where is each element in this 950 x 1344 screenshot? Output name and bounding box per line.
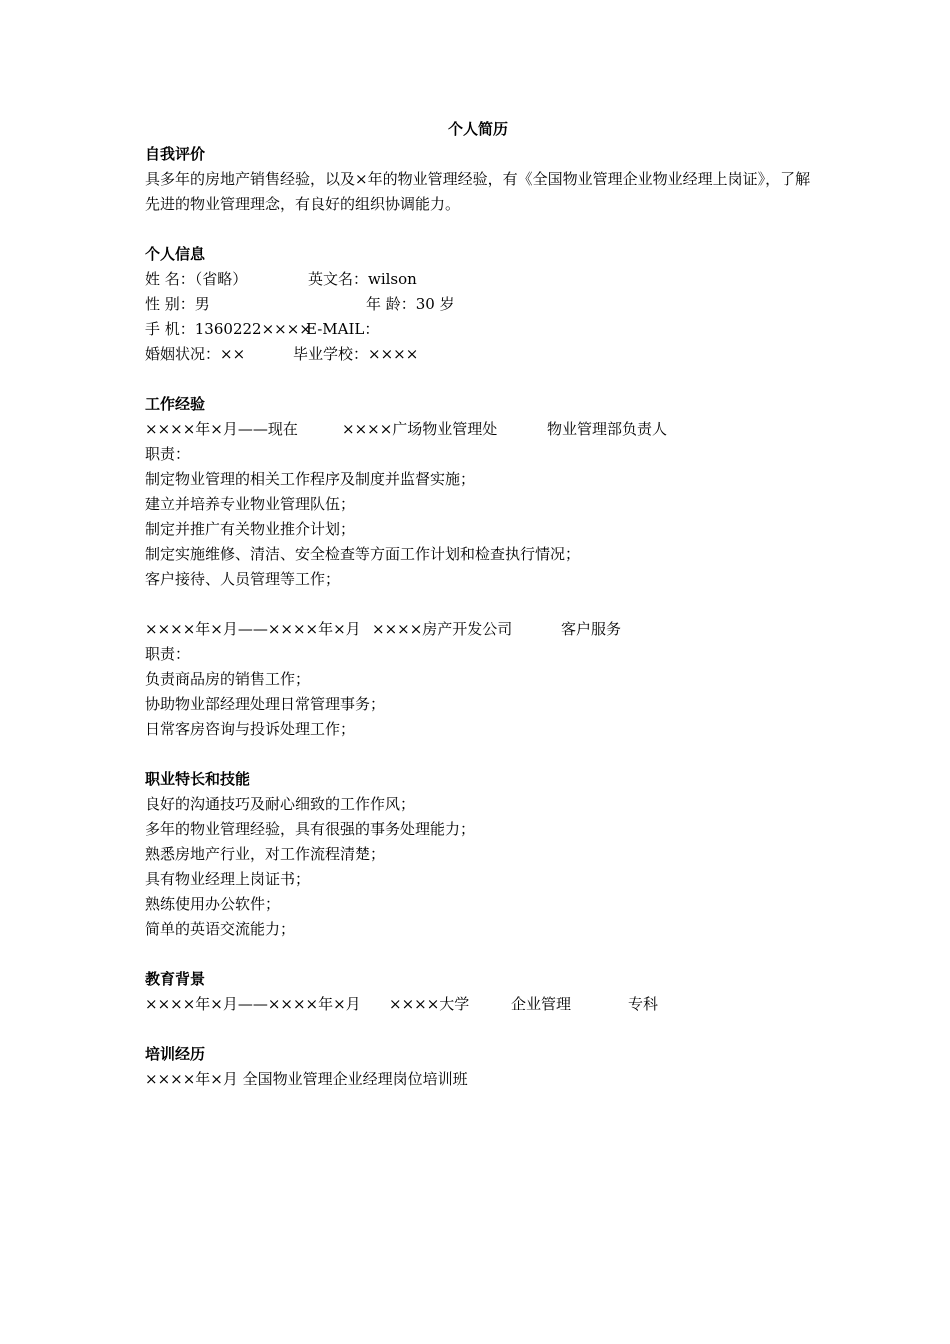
- school-field: 毕业学校：××××: [293, 345, 419, 363]
- duty-item: 制定实施维修、清洁、安全检查等方面工作计划和检查执行情况；: [145, 545, 581, 563]
- marital-field: 婚姻状况：××: [145, 345, 246, 363]
- spacer: [145, 942, 815, 967]
- education-period: ××××年×月——××××年×月: [145, 995, 361, 1013]
- work-heading: 工作经验: [145, 395, 206, 413]
- job-period: ××××年×月——××××年×月: [145, 620, 361, 638]
- job-position: 物业管理部负责人: [547, 420, 668, 438]
- spacer: [145, 592, 815, 617]
- duty-item: 建立并培养专业物业管理队伍；: [145, 495, 356, 513]
- skill-item: 简单的英语交流能力；: [145, 920, 296, 938]
- skill-item: 多年的物业管理经验，具有很强的事务处理能力；: [145, 820, 476, 838]
- document-title: 个人简历: [447, 120, 508, 138]
- job-company: ××××房产开发公司: [372, 620, 513, 638]
- education-heading: 教育背景: [145, 970, 206, 988]
- self-eval-heading: 自我评价: [145, 145, 206, 163]
- job-company: ××××广场物业管理处: [342, 420, 498, 438]
- personal-row-contact: [145, 317, 815, 342]
- training-heading: 培训经历: [145, 1045, 206, 1063]
- self-eval-text: 具多年的房地产销售经验，以及×年的物业管理经验，有《全国物业管理企业物业经理上岗证》，了解先进的物业管理理念，有良好的组织协调能力。: [145, 170, 811, 213]
- age-field: 年 龄：30 岁: [366, 295, 455, 313]
- skill-item: 良好的沟通技巧及耐心细致的工作作风；: [145, 795, 416, 813]
- spacer: [145, 367, 815, 392]
- phone-field: 手 机：1360222××××: [145, 320, 312, 338]
- personal-row-gender: [145, 292, 815, 317]
- gender-field: 性 别：男: [145, 295, 210, 313]
- personal-row-name: [145, 267, 815, 292]
- spacer: [145, 1017, 815, 1042]
- personal-row-marital: [145, 342, 815, 367]
- email-field: E-MAIL：: [306, 320, 380, 338]
- skill-item: 具有物业经理上岗证书；: [145, 870, 311, 888]
- skill-item: 熟悉房地产行业，对工作流程清楚；: [145, 845, 386, 863]
- english-name-field: 英文名：wilson: [308, 270, 417, 288]
- training-item: ××××年×月 全国物业管理企业经理岗位培训班: [145, 1070, 468, 1088]
- skill-item: 熟练使用办公软件；: [145, 895, 281, 913]
- duties-label: 职责：: [145, 645, 191, 663]
- name-field: 姓 名：（省略）: [145, 270, 248, 288]
- duty-item: 协助物业部经理处理日常管理事务；: [145, 695, 386, 713]
- duty-item: 客户接待、人员管理等工作；: [145, 570, 341, 588]
- education-major: 企业管理: [511, 995, 572, 1013]
- spacer: [145, 742, 815, 767]
- personal-info-heading: 个人信息: [145, 245, 206, 263]
- duties-label: 职责：: [145, 445, 191, 463]
- job-header: [145, 417, 815, 442]
- duty-item: 日常客房咨询与投诉处理工作；: [145, 720, 356, 738]
- spacer: [145, 217, 815, 242]
- resume-content: [145, 117, 815, 1092]
- duty-item: 制定并推广有关物业推介计划；: [145, 520, 356, 538]
- job-header: [145, 617, 815, 642]
- duty-item: 制定物业管理的相关工作程序及制度并监督实施；: [145, 470, 476, 488]
- education-school: ××××大学: [389, 995, 470, 1013]
- duty-item: 负责商品房的销售工作；: [145, 670, 311, 688]
- job-period: ××××年×月——现在: [145, 420, 298, 438]
- skills-heading: 职业特长和技能: [145, 770, 251, 788]
- job-position: 客户服务: [561, 620, 622, 638]
- education-row: [145, 992, 815, 1017]
- education-degree: 专科: [628, 995, 659, 1013]
